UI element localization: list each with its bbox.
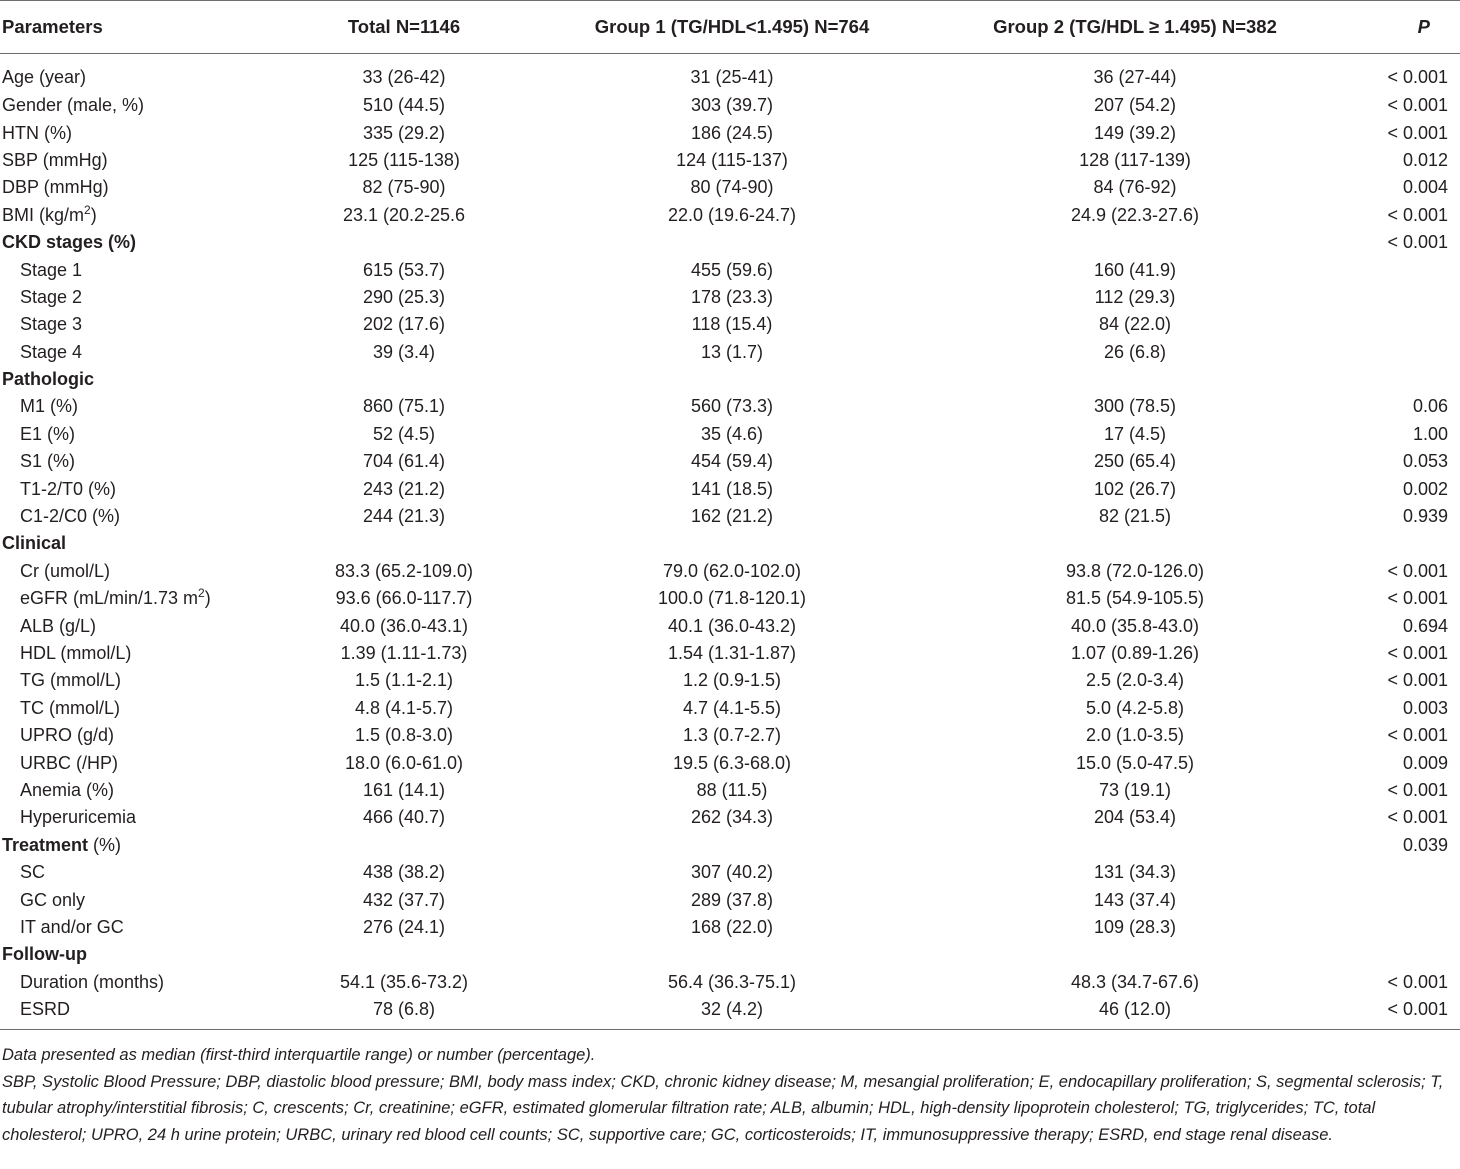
cell-group-1: 307 (40.2) bbox=[690, 862, 774, 883]
row-label-text: SC bbox=[20, 862, 46, 883]
cell-group-2: 84 (22.0) bbox=[1098, 314, 1172, 335]
cell-group-1: 56.4 (36.3-75.1) bbox=[667, 971, 797, 992]
cell-group-2: 15.0 (5.0-47.5) bbox=[1075, 752, 1195, 773]
table-row bbox=[0, 804, 1460, 831]
cell-group-2 bbox=[918, 228, 1352, 255]
row-label-text: eGFR (mL/min/1.73 m bbox=[20, 588, 199, 609]
cell-p-value: < 0.001 bbox=[1387, 807, 1448, 828]
row-label-text: Stage 2 bbox=[20, 286, 83, 307]
row-label bbox=[0, 311, 262, 338]
cell-p-value: < 0.001 bbox=[1387, 67, 1448, 88]
row-label bbox=[0, 557, 262, 584]
table-row bbox=[0, 283, 1460, 310]
cell-p-value bbox=[1352, 338, 1460, 365]
cell-total: 39 (3.4) bbox=[372, 341, 436, 362]
row-label bbox=[0, 913, 262, 940]
cell-total: 52 (4.5) bbox=[372, 423, 436, 444]
cell-group-2: 17 (4.5) bbox=[1103, 423, 1167, 444]
cell-total bbox=[262, 365, 546, 392]
row-label-text: ESRD bbox=[20, 999, 71, 1020]
table-row bbox=[0, 667, 1460, 694]
row-label bbox=[0, 393, 262, 420]
row-label-text: BMI (kg/m bbox=[2, 204, 85, 225]
cell-total: 54.1 (35.6-73.2) bbox=[339, 971, 469, 992]
row-label-text: Anemia (%) bbox=[20, 779, 115, 800]
table-body bbox=[0, 54, 1460, 1030]
cell-group-2: 73 (19.1) bbox=[1098, 779, 1172, 800]
cell-p-value bbox=[1352, 530, 1460, 557]
row-label bbox=[0, 448, 262, 475]
row-label bbox=[0, 995, 262, 1029]
row-label-text: ALB (g/L) bbox=[20, 615, 97, 636]
cell-group-1: 168 (22.0) bbox=[690, 916, 774, 937]
cell-p-value bbox=[1352, 365, 1460, 392]
cell-total: 93.6 (66.0-117.7) bbox=[335, 588, 473, 609]
cell-group-1: 4.7 (4.1-5.5) bbox=[682, 697, 782, 718]
cell-group-1: 31 (25-41) bbox=[690, 67, 774, 88]
row-label bbox=[0, 585, 262, 612]
row-label-text: S1 (%) bbox=[20, 451, 76, 472]
row-label bbox=[0, 54, 262, 92]
cell-total: 432 (37.7) bbox=[362, 889, 446, 910]
row-label-text: Gender (male, %) bbox=[2, 95, 145, 116]
row-label bbox=[0, 92, 262, 119]
table-section-row bbox=[0, 831, 1460, 858]
cell-total: 290 (25.3) bbox=[362, 286, 446, 307]
row-label bbox=[0, 694, 262, 721]
cell-p-value: < 0.001 bbox=[1387, 971, 1448, 992]
table-row bbox=[0, 311, 1460, 338]
table-header-row bbox=[0, 1, 1460, 54]
row-label bbox=[0, 146, 262, 173]
cell-group-2: 250 (65.4) bbox=[1093, 451, 1177, 472]
cell-group-2: 40.0 (35.8-43.0) bbox=[1070, 615, 1200, 636]
cell-p-value: 0.004 bbox=[1402, 177, 1448, 198]
cell-group-2: 160 (41.9) bbox=[1093, 259, 1177, 280]
cell-total: 4.8 (4.1-5.7) bbox=[354, 697, 454, 718]
cell-group-2: 1.07 (0.89-1.26) bbox=[1070, 643, 1200, 663]
cell-total bbox=[262, 228, 546, 255]
cell-total: 33 (26-42) bbox=[362, 67, 446, 88]
table-row bbox=[0, 54, 1460, 92]
cell-p-value: < 0.001 bbox=[1387, 95, 1448, 116]
cell-p-value: 0.939 bbox=[1402, 506, 1448, 527]
row-label-superscript: 2 bbox=[198, 586, 205, 601]
table-row bbox=[0, 585, 1460, 612]
row-label-text: IT and/or GC bbox=[20, 916, 124, 937]
cell-p-value bbox=[1352, 913, 1460, 940]
table-row bbox=[0, 393, 1460, 420]
row-label-text: Duration (months) bbox=[20, 971, 165, 992]
cell-group-1: 22.0 (19.6-24.7) bbox=[667, 204, 797, 225]
cell-p-value bbox=[1352, 256, 1460, 283]
row-label bbox=[0, 941, 262, 968]
cell-group-2: 2.0 (1.0-3.5) bbox=[1085, 725, 1185, 746]
table-row bbox=[0, 174, 1460, 201]
header-p-value: P bbox=[1352, 1, 1460, 54]
cell-total: 40.0 (36.0-43.1) bbox=[339, 615, 469, 636]
cell-total: 276 (24.1) bbox=[362, 916, 446, 937]
cell-total: 244 (21.3) bbox=[362, 506, 446, 527]
table-row bbox=[0, 776, 1460, 803]
header-parameters: Parameters bbox=[0, 1, 262, 54]
table-row bbox=[0, 146, 1460, 173]
cell-total bbox=[262, 941, 546, 968]
cell-group-1: 88 (11.5) bbox=[696, 779, 768, 800]
row-label-text: Stage 4 bbox=[20, 341, 83, 362]
cell-p-value: 0.053 bbox=[1402, 451, 1448, 472]
cell-group-1 bbox=[546, 941, 918, 968]
row-label bbox=[0, 338, 262, 365]
cell-p-value: 0.694 bbox=[1402, 615, 1448, 636]
cell-total: 1.39 (1.11-1.73) bbox=[340, 643, 468, 663]
table-section-row bbox=[0, 941, 1460, 968]
row-label bbox=[0, 858, 262, 885]
cell-group-1: 35 (4.6) bbox=[700, 423, 764, 444]
header-total: Total N=1146 bbox=[262, 1, 546, 54]
cell-group-1: 19.5 (6.3-68.0) bbox=[672, 752, 792, 773]
cell-group-1: 141 (18.5) bbox=[690, 478, 774, 499]
row-label bbox=[0, 639, 262, 666]
row-label bbox=[0, 749, 262, 776]
cell-total: 78 (6.8) bbox=[262, 995, 546, 1029]
cell-total: 860 (75.1) bbox=[362, 396, 446, 417]
cell-group-1: 178 (23.3) bbox=[690, 286, 774, 307]
cell-group-2: 131 (34.3) bbox=[1093, 862, 1177, 883]
cell-group-1: 1.3 (0.7-2.7) bbox=[682, 725, 782, 746]
table-row bbox=[0, 475, 1460, 502]
row-label-text: Pathologic bbox=[2, 369, 95, 390]
row-label bbox=[0, 201, 262, 228]
table-section-row bbox=[0, 365, 1460, 392]
row-label bbox=[0, 776, 262, 803]
cell-total: 83.3 (65.2-109.0) bbox=[334, 560, 474, 581]
row-label bbox=[0, 420, 262, 447]
cell-group-1: 162 (21.2) bbox=[690, 506, 774, 527]
cell-group-1: 13 (1.7) bbox=[700, 341, 764, 362]
footnote-data-presentation: Data presented as median (first-third interquartile range) or number (percentage). bbox=[2, 1046, 596, 1064]
table-row bbox=[0, 502, 1460, 529]
row-label-suffix: ) bbox=[204, 588, 211, 609]
row-label bbox=[0, 228, 262, 255]
row-label-text: UPRO (g/d) bbox=[20, 725, 115, 746]
cell-p-value: 0.009 bbox=[1402, 752, 1448, 773]
row-label-text: TG (mmol/L) bbox=[20, 670, 121, 691]
cell-group-1 bbox=[546, 228, 918, 255]
cell-group-1: 454 (59.4) bbox=[690, 451, 774, 472]
row-label bbox=[0, 283, 262, 310]
footnote-abbreviations: SBP, Systolic Blood Pressure; DBP, diastolic blood pressure; BMI, body mass index; CKD, chronic kidney disease; M, mesangial proliferation; E, endocapillary proliferation; S, segmental sclerosis; T, tubular atrophy/interstitial fibrosis; C, crescents; Cr, creatinine; eGFR, estimated glomerular filtration rate; ALB, albumin; HDL, high-density lipoprotein cholesterol; TG, triglycerides; TC, total cholesterol; UPRO, 24 h urine protein; URBC, urinary red blood cell counts; SC, supportive care; GC, corticosteroids; IT, immunosuppressive therapy; ESRD, end stage renal disease. bbox=[2, 1072, 1444, 1144]
table-row bbox=[0, 721, 1460, 748]
cell-total: 18.0 (6.0-61.0) bbox=[344, 752, 464, 773]
table-row bbox=[0, 913, 1460, 940]
cell-p-value: < 0.001 bbox=[1387, 204, 1448, 225]
table-row bbox=[0, 639, 1460, 666]
cell-total: 82 (75-90) bbox=[362, 177, 446, 198]
row-label-text: E1 (%) bbox=[20, 423, 76, 444]
cell-group-2: 84 (76-92) bbox=[1093, 177, 1177, 198]
row-label bbox=[0, 804, 262, 831]
row-label-text: HDL (mmol/L) bbox=[20, 643, 132, 663]
table-row bbox=[0, 119, 1460, 146]
row-label-text: Clinical bbox=[2, 533, 67, 554]
cell-p-value: 0.039 bbox=[1402, 834, 1448, 855]
row-label bbox=[0, 502, 262, 529]
cell-group-1 bbox=[546, 365, 918, 392]
cell-group-2: 102 (26.7) bbox=[1093, 478, 1177, 499]
cell-p-value: < 0.001 bbox=[1387, 232, 1448, 253]
cell-p-value: < 0.001 bbox=[1387, 122, 1448, 143]
cell-total: 243 (21.2) bbox=[362, 478, 446, 499]
row-label-text: C1-2/C0 (%) bbox=[20, 506, 121, 527]
row-label-text: M1 (%) bbox=[20, 396, 78, 417]
cell-group-2 bbox=[918, 530, 1352, 557]
cell-total: 1.5 (0.8-3.0) bbox=[354, 725, 454, 746]
table-row bbox=[0, 557, 1460, 584]
row-label bbox=[0, 365, 262, 392]
row-label-text: Treatment bbox=[2, 834, 89, 855]
cell-group-1: 455 (59.6) bbox=[690, 259, 774, 280]
header-group-1: Group 1 (TG/HDL<1.495) N=764 bbox=[546, 1, 918, 54]
cell-p-value: < 0.001 bbox=[1352, 995, 1460, 1029]
table-row bbox=[0, 256, 1460, 283]
cell-total: 161 (14.1) bbox=[362, 779, 446, 800]
cell-group-2: 143 (37.4) bbox=[1093, 889, 1177, 910]
cell-group-1: 262 (34.3) bbox=[690, 807, 774, 828]
cell-total: 615 (53.7) bbox=[362, 259, 446, 280]
cell-total: 510 (44.5) bbox=[362, 95, 446, 116]
cell-p-value: < 0.001 bbox=[1387, 725, 1448, 746]
cell-group-2: 93.8 (72.0-126.0) bbox=[1065, 560, 1205, 581]
row-label-text: Cr (umol/L) bbox=[20, 560, 111, 581]
row-label bbox=[0, 721, 262, 748]
cell-total: 125 (115-138) bbox=[348, 149, 460, 170]
row-label-text: DBP (mmHg) bbox=[2, 177, 109, 198]
table-row bbox=[0, 694, 1460, 721]
cell-p-value: < 0.001 bbox=[1387, 643, 1448, 663]
row-label-text: Age (year) bbox=[2, 67, 87, 88]
row-label bbox=[0, 968, 262, 995]
cell-p-value: < 0.001 bbox=[1387, 779, 1448, 800]
cell-group-2: 109 (28.3) bbox=[1093, 916, 1177, 937]
row-label-text: HTN (%) bbox=[2, 122, 72, 143]
table-row bbox=[0, 338, 1460, 365]
row-label-text: TC (mmol/L) bbox=[20, 697, 120, 718]
cell-p-value: < 0.001 bbox=[1387, 588, 1448, 609]
table-row bbox=[0, 858, 1460, 885]
table-row bbox=[0, 612, 1460, 639]
row-label-suffix: (%) bbox=[88, 834, 122, 855]
cell-group-1: 80 (74-90) bbox=[690, 177, 774, 198]
cell-total: 23.1 (20.2-25.6 bbox=[342, 204, 466, 225]
row-label-text: Stage 1 bbox=[20, 259, 83, 280]
cell-group-2 bbox=[918, 365, 1352, 392]
cell-group-1: 100.0 (71.8-120.1) bbox=[657, 588, 807, 609]
row-label bbox=[0, 119, 262, 146]
row-label-text: Stage 3 bbox=[20, 314, 83, 335]
cell-group-2: 24.9 (22.3-27.6) bbox=[1070, 204, 1200, 225]
cell-group-2: 82 (21.5) bbox=[1098, 506, 1172, 527]
table-section-row bbox=[0, 530, 1460, 557]
cell-group-1: 32 (4.2) bbox=[546, 995, 918, 1029]
row-label-suffix: ) bbox=[90, 204, 97, 225]
cell-p-value: < 0.001 bbox=[1387, 670, 1448, 691]
table-footnotes bbox=[2, 1042, 1458, 1148]
row-label bbox=[0, 174, 262, 201]
cell-total: 335 (29.2) bbox=[362, 122, 446, 143]
cell-group-1 bbox=[546, 530, 918, 557]
row-label-text: T1-2/T0 (%) bbox=[20, 478, 117, 499]
cell-group-1: 1.54 (1.31-1.87) bbox=[667, 643, 797, 663]
table-section-row bbox=[0, 228, 1460, 255]
cell-group-1: 289 (37.8) bbox=[690, 889, 774, 910]
cell-group-1: 560 (73.3) bbox=[690, 396, 774, 417]
table-row bbox=[0, 420, 1460, 447]
cell-p-value bbox=[1352, 311, 1460, 338]
cell-p-value bbox=[1352, 283, 1460, 310]
cell-p-value: < 0.001 bbox=[1387, 560, 1448, 581]
row-label-text: URBC (/HP) bbox=[20, 752, 118, 773]
cell-p-value bbox=[1352, 886, 1460, 913]
cell-total: 466 (40.7) bbox=[362, 807, 446, 828]
cell-group-2: 81.5 (54.9-105.5) bbox=[1065, 588, 1205, 609]
table-row bbox=[0, 448, 1460, 475]
cell-group-1: 40.1 (36.0-43.2) bbox=[667, 615, 797, 636]
cell-p-value: 0.012 bbox=[1402, 149, 1448, 170]
cell-group-2: 149 (39.2) bbox=[1093, 122, 1177, 143]
cell-group-2: 26 (6.8) bbox=[1103, 341, 1167, 362]
cell-group-2: 2.5 (2.0-3.4) bbox=[1085, 670, 1185, 691]
table-row bbox=[0, 968, 1460, 995]
cell-group-2: 207 (54.2) bbox=[1093, 95, 1177, 116]
row-label bbox=[0, 667, 262, 694]
row-label bbox=[0, 475, 262, 502]
row-label-text: SBP (mmHg) bbox=[2, 149, 108, 170]
cell-group-1: 124 (115-137) bbox=[676, 149, 788, 170]
cell-total: 1.5 (1.1-2.1) bbox=[354, 670, 454, 691]
cell-group-2: 112 (29.3) bbox=[1094, 286, 1176, 307]
cell-group-2: 204 (53.4) bbox=[1093, 807, 1177, 828]
cell-group-2: 36 (27-44) bbox=[1093, 67, 1177, 88]
cell-group-2 bbox=[918, 831, 1352, 858]
table-row bbox=[0, 749, 1460, 776]
cell-p-value: 1.00 bbox=[1412, 423, 1448, 444]
cell-p-value: 0.003 bbox=[1402, 697, 1448, 718]
cell-total bbox=[262, 530, 546, 557]
cell-group-1: 303 (39.7) bbox=[690, 95, 774, 116]
cell-total: 202 (17.6) bbox=[362, 314, 446, 335]
cell-group-2 bbox=[918, 941, 1352, 968]
cell-p-value bbox=[1352, 941, 1460, 968]
cell-p-value: 0.06 bbox=[1412, 396, 1448, 417]
row-label-text: GC only bbox=[20, 889, 86, 910]
row-label bbox=[0, 256, 262, 283]
row-label-superscript: 2 bbox=[84, 202, 91, 217]
row-label bbox=[0, 530, 262, 557]
cell-total: 438 (38.2) bbox=[362, 862, 446, 883]
cell-group-2: 300 (78.5) bbox=[1093, 396, 1177, 417]
header-group-2: Group 2 (TG/HDL ≥ 1.495) N=382 bbox=[918, 1, 1352, 54]
cell-group-1: 1.2 (0.9-1.5) bbox=[682, 670, 782, 691]
cell-group-2: 46 (12.0) bbox=[918, 995, 1352, 1029]
cell-group-2: 48.3 (34.7-67.6) bbox=[1070, 971, 1200, 992]
cell-group-2: 128 (117-139) bbox=[1079, 149, 1191, 170]
cell-group-2: 5.0 (4.2-5.8) bbox=[1085, 697, 1185, 718]
cell-group-1 bbox=[546, 831, 918, 858]
row-label-text: Hyperuricemia bbox=[20, 807, 137, 828]
row-label bbox=[0, 612, 262, 639]
cell-total bbox=[262, 831, 546, 858]
row-label bbox=[0, 886, 262, 913]
cell-p-value: 0.002 bbox=[1402, 478, 1448, 499]
table-row bbox=[0, 886, 1460, 913]
cell-p-value bbox=[1352, 858, 1460, 885]
row-label-text: Follow-up bbox=[2, 944, 87, 965]
row-label-text: CKD stages (%) bbox=[2, 232, 137, 253]
table-row bbox=[0, 995, 1460, 1029]
cell-group-1: 79.0 (62.0-102.0) bbox=[662, 560, 802, 581]
cell-group-1: 186 (24.5) bbox=[690, 122, 774, 143]
cell-group-1: 118 (15.4) bbox=[691, 314, 773, 335]
table-row bbox=[0, 92, 1460, 119]
row-label bbox=[0, 831, 262, 858]
cell-total: 704 (61.4) bbox=[362, 451, 446, 472]
table-row bbox=[0, 201, 1460, 228]
